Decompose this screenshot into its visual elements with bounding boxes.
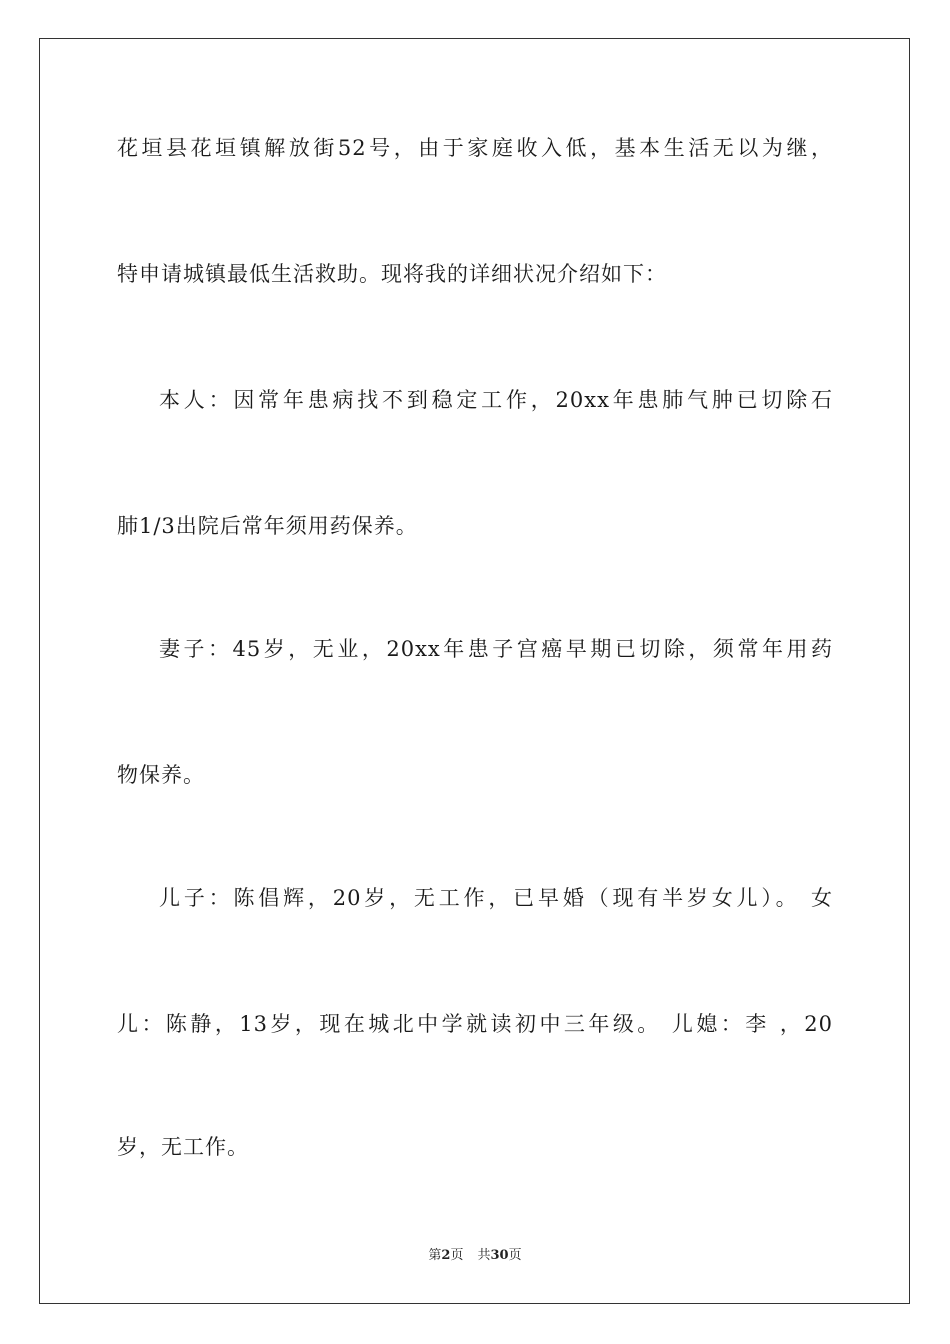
paragraph-line-2: 特申请城镇最低生活救助。现将我的详细状况介绍如下： — [117, 262, 667, 286]
total-suffix: 页 — [508, 1248, 522, 1263]
current-page-number: 2 — [441, 1248, 451, 1263]
total-prefix: 共 — [477, 1248, 491, 1263]
paragraph-line-1: 花垣县花垣镇解放街52号，由于家庭收入低，基本生活无以为继， — [117, 136, 833, 160]
paragraph-line-4: 肺1/3出院后常年须用药保养。 — [117, 514, 418, 538]
paragraph-line-6: 物保养。 — [117, 763, 205, 787]
page-prefix: 第 — [428, 1248, 442, 1263]
total-pages: 30 — [490, 1248, 509, 1263]
page-footer — [0, 1247, 950, 1265]
paragraph-line-7: 儿子：陈倡辉，20岁，无工作，已早婚（现有半岁女儿）。 女 — [159, 886, 833, 910]
paragraph-line-8: 儿：陈静，13岁，现在城北中学就读初中三年级。 儿媳：李 ，20 — [117, 1012, 833, 1036]
paragraph-line-9: 岁，无工作。 — [117, 1135, 249, 1159]
paragraph-line-3: 本人：因常年患病找不到稳定工作，20xx年患肺气肿已切除石 — [159, 388, 833, 412]
paragraph-line-5: 妻子：45岁，无业，20xx年患子宫癌早期已切除，须常年用药 — [159, 637, 833, 661]
page-suffix: 页 — [450, 1248, 464, 1263]
page-border — [39, 38, 910, 1304]
